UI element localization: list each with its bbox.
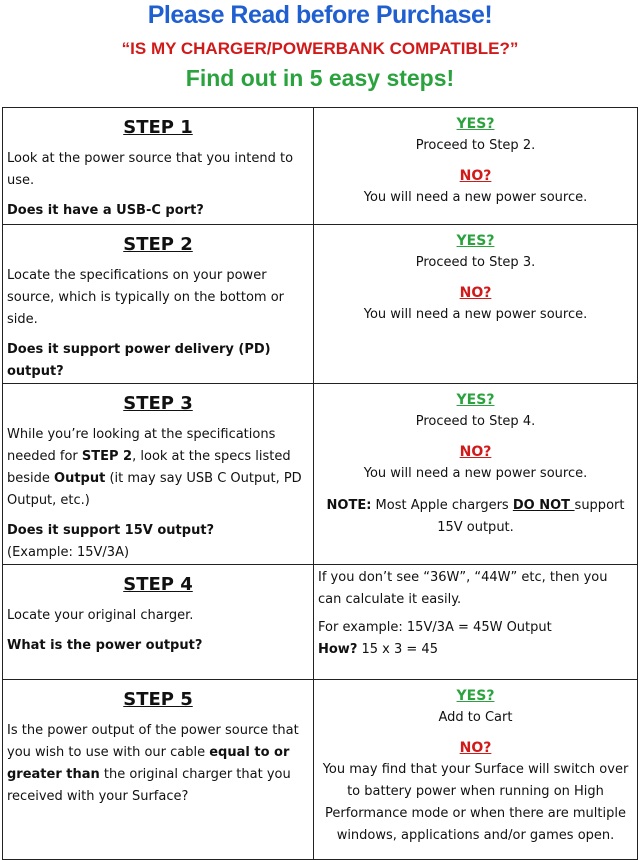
step-3-text-c: , look at the specs listed beside <box>7 449 291 486</box>
step-row-2 <box>3 225 638 384</box>
step-1-text: Look at the power source that you intend to use. <box>7 151 294 188</box>
step-4-how-label: How? <box>318 642 358 657</box>
step-1-title: STEP 1 <box>123 117 193 138</box>
step-3-instructions <box>3 384 314 565</box>
step-3-yes-text: Proceed to Step 4. <box>415 414 536 429</box>
step-5-title: STEP 5 <box>123 689 193 710</box>
step-5-text <box>7 720 309 808</box>
step-5-no-label: NO? <box>459 740 492 756</box>
steps-table <box>2 107 638 860</box>
page-title: Please Read before Purchase! <box>147 1 493 29</box>
step-3-note <box>318 495 633 539</box>
step-4-how-text: 15 x 3 = 45 <box>357 642 438 657</box>
step-5-text-a: Is the power output of the power source that you wish to use with our cable <box>7 723 299 760</box>
step-3-text-step-ref: STEP 2 <box>81 449 133 464</box>
step-4-how <box>318 639 633 661</box>
step-1-yes-label: YES? <box>456 116 495 132</box>
step-3-text-output: Output <box>54 471 106 486</box>
step-3-no-label: NO? <box>459 444 492 460</box>
step-5-text-c: the original charger that you received with your Surface? <box>7 767 291 804</box>
step-3-text-a: While you’re looking at the specifications needed for <box>7 427 276 464</box>
page-tagline: Find out in 5 easy steps! <box>185 65 455 91</box>
step-5-no-text: You may find that your Surface will switch over to battery power when running on High Performance mode or when there are multiple windows, applications and/or games open. <box>322 762 629 843</box>
step-3-no-text: You will need a new power source. <box>363 466 588 481</box>
step-3-yes-label: YES? <box>456 392 495 408</box>
step-3-note-c: support 15V output. <box>437 498 625 535</box>
step-1-no-text: You will need a new power source. <box>363 190 588 205</box>
step-3-note-label: NOTE: <box>326 498 372 513</box>
step-2-yes-label: YES? <box>456 233 495 249</box>
step-4-example: For example: 15V/3A = 45W Output <box>318 620 552 635</box>
step-2-no-label: NO? <box>459 285 492 301</box>
step-5-instructions <box>3 680 314 860</box>
step-row-5 <box>3 680 638 860</box>
step-row-3 <box>3 384 638 565</box>
step-3-note-a: Most Apple chargers <box>371 498 513 513</box>
step-4-text: Locate your original charger. <box>7 608 194 623</box>
step-2-yes-text: Proceed to Step 3. <box>415 255 536 270</box>
step-3-question: Does it support 15V output? <box>7 523 215 538</box>
step-4-instructions <box>3 565 314 680</box>
step-3-example: (Example: 15V/3A) <box>7 545 130 560</box>
step-1-instructions <box>3 108 314 225</box>
step-2-text: Locate the specifications on your power source, which is typically on the bottom or side. <box>7 268 285 327</box>
step-2-answers <box>314 225 638 384</box>
step-4-title: STEP 4 <box>123 574 193 595</box>
step-4-right-text: If you don’t see “36W”, “44W” etc, then you can calculate it easily. <box>318 570 608 607</box>
step-1-no-label: NO? <box>459 168 492 184</box>
step-2-title: STEP 2 <box>123 234 193 255</box>
step-3-answers <box>314 384 638 565</box>
step-3-title: STEP 3 <box>123 393 193 414</box>
step-3-text <box>7 424 309 512</box>
step-2-no-text: You will need a new power source. <box>363 307 588 322</box>
step-2-question: Does it support power delivery (PD) output? <box>7 342 271 379</box>
step-4-answers <box>314 565 638 680</box>
step-row-1 <box>3 108 638 225</box>
step-row-4 <box>3 565 638 680</box>
step-3-text-e: (it may say USB C Output, PD Output, etc.) <box>7 471 302 508</box>
step-4-question: What is the power output? <box>7 638 203 653</box>
step-5-text-equal: equal to or greater than <box>7 745 290 782</box>
header <box>0 0 640 92</box>
step-1-question: Does it have a USB-C port? <box>7 203 204 218</box>
step-5-yes-label: YES? <box>456 688 495 704</box>
step-3-note-do-not: DO NOT <box>512 498 575 513</box>
step-5-answers <box>314 680 638 860</box>
page-subtitle: “IS MY CHARGER/POWERBANK COMPATIBLE?” <box>121 39 519 58</box>
step-1-answers <box>314 108 638 225</box>
step-1-yes-text: Proceed to Step 2. <box>415 138 536 153</box>
step-5-yes-text: Add to Cart <box>438 710 513 725</box>
step-2-instructions <box>3 225 314 384</box>
